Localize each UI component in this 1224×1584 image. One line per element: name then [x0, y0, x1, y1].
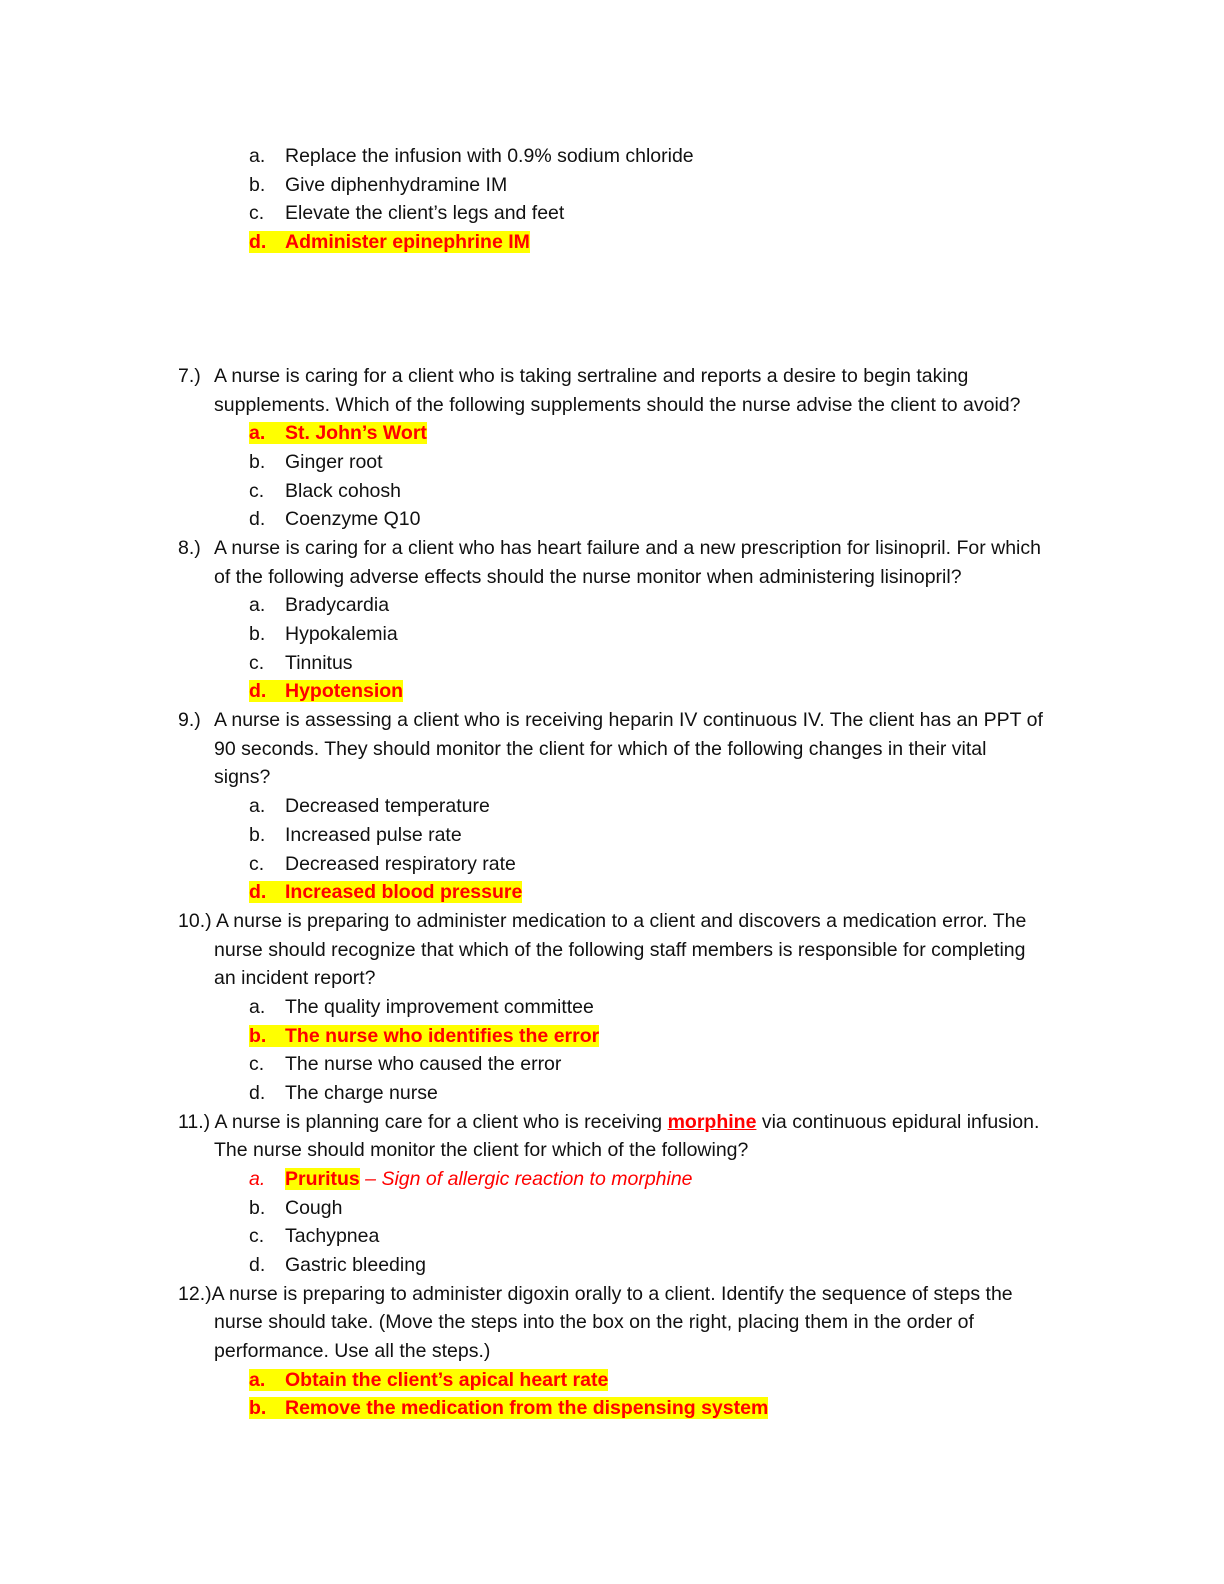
q8-stem-line2: of the following adverse effects should the nurse monitor when administering lisinopril? [214, 566, 962, 588]
q9-stem-line1: 9.) A nurse is assessing a client who is receiving heparin IV continuous IV. The client has an PPT of [178, 706, 1043, 735]
q11-keyword-morphine: morphine [667, 1111, 757, 1133]
q10-stem-line3: an incident report? [214, 967, 376, 989]
q10-number: 10.) [178, 910, 212, 932]
q8-option-b: b. Hypokalemia [249, 623, 398, 645]
q9-stem-line3: signs? [214, 766, 271, 788]
q10-option-b-answer: b. The nurse who identifies the error [249, 1025, 600, 1047]
q10-stem-line1: 10.) A nurse is preparing to administer medication to a client and discovers a medication error. The [178, 910, 1027, 932]
q10-option-c: c. The nurse who caused the error [249, 1053, 562, 1075]
q11-option-a-answer: a. Pruritus – Sign of allergic reaction to morphine [249, 1168, 693, 1190]
q8-option-c: c. Tinnitus [249, 652, 353, 674]
q11-number: 11.) [178, 1111, 211, 1133]
q6-option-c: c. Elevate the client’s legs and feet [249, 202, 565, 224]
q6-option-b: b. Give diphenhydramine IM [249, 174, 508, 196]
q9-option-d-answer: d. Increased blood pressure [249, 881, 523, 903]
q12-number: 12.) [178, 1283, 212, 1305]
q12-stem-line2: nurse should take. (Move the steps into the box on the right, placing them in the order of [214, 1311, 974, 1333]
q10-option-a: a. The quality improvement committee [249, 996, 594, 1018]
q7-option-d: d. Coenzyme Q10 [249, 508, 421, 530]
q8-option-d-answer: d. Hypotension [249, 680, 404, 702]
q11-stem-line2: The nurse should monitor the client for which of the following? [214, 1139, 749, 1161]
q12-option-b-answer: b. Remove the medication from the dispensing system [249, 1397, 769, 1419]
q11-option-c: c. Tachypnea [249, 1225, 380, 1247]
q9-stem-line2: 90 seconds. They should monitor the client for which of the following changes in their vital [214, 738, 987, 760]
q12-stem-line3: performance. Use all the steps.) [214, 1340, 491, 1362]
q6-option-a: a. Replace the infusion with 0.9% sodium chloride [249, 145, 694, 167]
q11-option-d: d. Gastric bleeding [249, 1254, 426, 1276]
q7-stem-line2: supplements. Which of the following supplements should the nurse advise the client to avoid? [214, 394, 1021, 416]
q11-answer-note: – Sign of allergic reaction to morphine [359, 1168, 693, 1190]
q8-option-a: a. Bradycardia [249, 594, 390, 616]
q8-stem-line1: 8.) A nurse is caring for a client who has heart failure and a new prescription for lisinopril. For which [178, 534, 1041, 563]
q8-number: 8.) [178, 537, 201, 559]
q10-stem-line2: nurse should recognize that which of the following staff members is responsible for completing [214, 939, 1026, 961]
q12-stem-line1: 12.)A nurse is preparing to administer digoxin orally to a client. Identify the sequence of steps the [178, 1283, 1013, 1305]
q10-option-d: d. The charge nurse [249, 1082, 438, 1104]
q7-option-a-answer: a. St. John’s Wort [249, 422, 427, 444]
q6-option-d-answer: d. Administer epinephrine IM [249, 231, 530, 253]
q7-option-c: c. Black cohosh [249, 480, 401, 502]
q9-option-a: a. Decreased temperature [249, 795, 490, 817]
q7-option-b: b. Ginger root [249, 451, 383, 473]
q7-stem-line1: 7.) A nurse is caring for a client who is taking sertraline and reports a desire to begin taking [178, 362, 968, 391]
q9-option-c: c. Decreased respiratory rate [249, 853, 516, 875]
q9-number: 9.) [178, 709, 201, 731]
q11-stem-line1: 11.) A nurse is planning care for a client who is receiving morphine via continuous epidural infusion. [178, 1111, 1040, 1133]
q11-option-b: b. Cough [249, 1197, 343, 1219]
q7-number: 7.) [178, 365, 201, 387]
q9-option-b: b. Increased pulse rate [249, 824, 462, 846]
q12-option-a-answer: a. Obtain the client’s apical heart rate [249, 1369, 609, 1391]
